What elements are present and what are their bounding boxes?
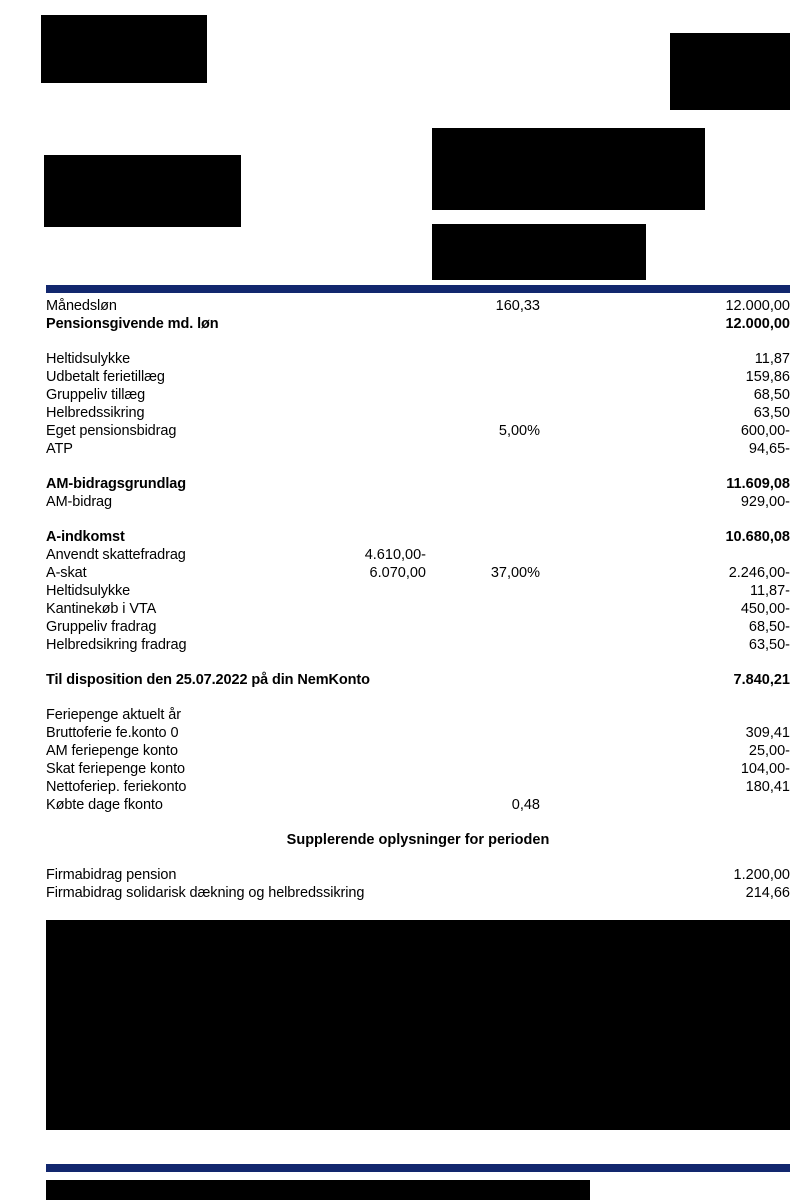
row-label: Gruppeliv tillæg: [46, 387, 146, 403]
line-item-table: [46, 297, 790, 902]
row-label: Bruttoferie fe.konto 0: [46, 725, 179, 741]
supplementary-heading-row: [46, 831, 790, 849]
row-spacer: [46, 458, 790, 475]
row-label: AM-bidrag: [46, 494, 112, 510]
row-label: Til disposition den 25.07.2022 på din NemKonto: [46, 672, 370, 688]
row-value: 11.609,08: [726, 476, 790, 492]
footer-divider: [46, 1164, 790, 1172]
row-label: Månedsløn: [46, 298, 117, 314]
row-value: 104,00-: [740, 761, 790, 777]
row-spacer: [46, 849, 790, 866]
table-row: [46, 706, 790, 724]
row-value: 12.000,00: [725, 316, 790, 332]
row-amount-base: 4.610,00-: [364, 547, 426, 563]
row-label: Feriepenge aktuelt år: [46, 707, 181, 723]
table-row: [46, 866, 790, 884]
table-row: [46, 778, 790, 796]
row-value: 450,00-: [740, 601, 790, 617]
table-row: [46, 884, 790, 902]
row-label: Pensionsgivende md. løn: [46, 316, 219, 332]
footer-info-block: [46, 1180, 590, 1200]
row-value: 214,66: [745, 885, 790, 901]
payslip-meta-block: [432, 128, 705, 210]
row-label: Kantinekøb i VTA: [46, 601, 157, 617]
row-value: 63,50-: [748, 637, 790, 653]
row-label: Gruppeliv fradrag: [46, 619, 157, 635]
row-label: Købte dage fkonto: [46, 797, 163, 813]
table-row: [46, 315, 790, 333]
row-rate: 160,33: [495, 298, 540, 314]
row-value: 63,50: [753, 405, 790, 421]
row-value: 7.840,21: [733, 672, 790, 688]
header-divider: [46, 285, 790, 293]
table-row: [46, 636, 790, 654]
supplementary-heading: Supplerende oplysninger for perioden: [286, 832, 550, 848]
row-value: 11,87-: [749, 583, 790, 599]
row-spacer: [46, 333, 790, 350]
row-amount-base: 6.070,00: [369, 565, 426, 581]
row-spacer: [46, 689, 790, 706]
row-label: ATP: [46, 441, 73, 457]
row-value: 309,41: [745, 725, 790, 741]
row-value: 11,87: [754, 351, 790, 367]
row-label: Eget pensionsbidrag: [46, 423, 177, 439]
row-value: 2.246,00-: [728, 565, 790, 581]
table-row: [46, 760, 790, 778]
employer-address-block: [670, 33, 790, 110]
table-row: [46, 546, 790, 564]
row-label: Helbredssikring: [46, 405, 145, 421]
table-row: [46, 440, 790, 458]
row-rate: 5,00%: [498, 423, 540, 439]
row-label: Udbetalt ferietillæg: [46, 369, 165, 385]
table-row: [46, 350, 790, 368]
row-label: Skat feriepenge konto: [46, 761, 185, 777]
table-row: [46, 297, 790, 315]
row-label: Heltidsulykke: [46, 351, 131, 367]
row-label: AM feriepenge konto: [46, 743, 178, 759]
row-value: 25,00-: [748, 743, 790, 759]
row-value: 159,86: [745, 369, 790, 385]
table-row: [46, 671, 790, 689]
row-label: Nettoferiep. feriekonto: [46, 779, 187, 795]
row-label: Firmabidrag pension: [46, 867, 177, 883]
row-value: 600,00-: [740, 423, 790, 439]
table-row: [46, 564, 790, 582]
row-label: Anvendt skattefradrag: [46, 547, 186, 563]
row-value: 12.000,00: [725, 298, 790, 314]
row-label: AM-bidragsgrundlag: [46, 476, 186, 492]
year-to-date-block: [46, 920, 790, 1130]
table-row: [46, 600, 790, 618]
table-row: [46, 724, 790, 742]
row-label: A-skat: [46, 565, 87, 581]
row-value: 68,50-: [748, 619, 790, 635]
table-row: [46, 742, 790, 760]
table-row: [46, 422, 790, 440]
row-label: Firmabidrag solidarisk dækning og helbredssikring: [46, 885, 365, 901]
table-row: [46, 475, 790, 493]
table-row: [46, 796, 790, 814]
table-row: [46, 582, 790, 600]
row-label: Heltidsulykke: [46, 583, 131, 599]
table-row: [46, 404, 790, 422]
period-info-block: [432, 224, 646, 280]
row-value: 1.200,00: [733, 867, 790, 883]
row-rate: 37,00%: [490, 565, 540, 581]
table-row: [46, 368, 790, 386]
row-spacer: [46, 654, 790, 671]
table-row: [46, 386, 790, 404]
table-row: [46, 528, 790, 546]
row-spacer: [46, 511, 790, 528]
table-row: [46, 493, 790, 511]
employer-logo-block: [41, 15, 207, 83]
table-row: [46, 618, 790, 636]
row-value: 10.680,08: [725, 529, 790, 545]
employee-address-block: [44, 155, 241, 227]
row-value: 180,41: [745, 779, 790, 795]
row-value: 68,50: [753, 387, 790, 403]
row-value: 94,65-: [748, 441, 790, 457]
row-label: A-indkomst: [46, 529, 125, 545]
row-value: 929,00-: [740, 494, 790, 510]
row-label: Helbredsikring fradrag: [46, 637, 187, 653]
row-rate: 0,48: [511, 797, 540, 813]
row-spacer: [46, 814, 790, 831]
